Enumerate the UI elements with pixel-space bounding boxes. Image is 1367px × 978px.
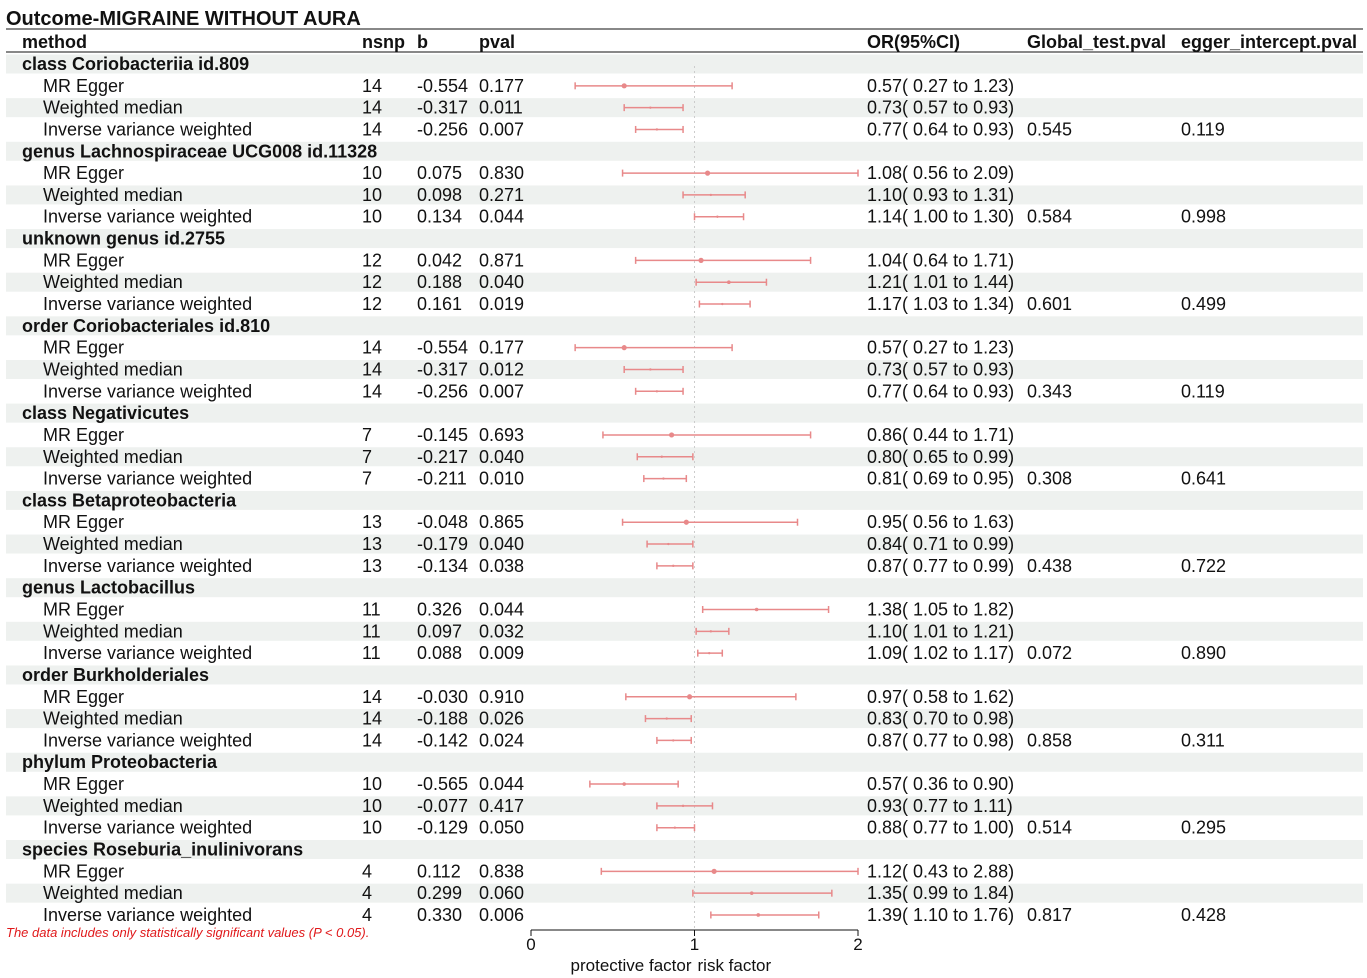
global-test-cell: 0.514 <box>1027 817 1073 838</box>
method-cell: Weighted median <box>43 534 183 555</box>
method-cell: MR Egger <box>43 599 125 620</box>
or-ci-cell: 1.12( 0.43 to 2.88) <box>867 861 1015 882</box>
global-test-cell: 0.072 <box>1027 643 1073 664</box>
group-label: genus Lachnospiraceae UCG008 id.11328 <box>22 141 378 162</box>
row-band <box>6 665 1363 684</box>
or-ci-cell: 1.04( 0.64 to 1.71) <box>867 250 1015 271</box>
method-cell: Weighted median <box>43 795 183 816</box>
nsnp-cell: 14 <box>362 359 383 380</box>
or-ci-cell: 0.87( 0.77 to 0.98) <box>867 730 1015 751</box>
nsnp-cell: 14 <box>362 381 383 402</box>
row-band <box>6 578 1363 597</box>
nsnp-cell: 7 <box>362 468 373 489</box>
or-point <box>755 608 759 612</box>
group-label: species Roseburia_inulinivorans <box>22 839 304 860</box>
egger-intercept-cell: 0.119 <box>1181 119 1225 140</box>
method-cell: Weighted median <box>43 359 183 380</box>
group-label: unknown genus id.2755 <box>22 228 226 249</box>
nsnp-cell: 11 <box>362 643 381 664</box>
nsnp-cell: 4 <box>362 883 373 904</box>
b-cell: -0.179 <box>417 534 469 555</box>
method-cell: MR Egger <box>43 424 125 445</box>
method-cell: MR Egger <box>43 512 125 533</box>
or-ci-cell: 0.81( 0.69 to 0.95) <box>867 468 1015 489</box>
or-point <box>716 216 718 218</box>
x-tick-label: 1 <box>689 935 700 954</box>
b-cell: 0.188 <box>417 272 463 293</box>
b-cell: 0.112 <box>417 861 461 882</box>
column-header-3: pval <box>479 32 516 52</box>
nsnp-cell: 14 <box>362 708 383 729</box>
or-point <box>666 717 668 719</box>
or-ci-cell: 0.57( 0.27 to 1.23) <box>867 75 1015 96</box>
or-point <box>672 739 674 741</box>
or-ci-cell: 0.57( 0.27 to 1.23) <box>867 337 1015 358</box>
or-point <box>684 520 689 525</box>
or-point <box>656 390 658 392</box>
pval-cell: 0.044 <box>479 599 525 620</box>
or-ci-cell: 0.95( 0.56 to 1.63) <box>867 512 1015 533</box>
egger-intercept-cell: 0.722 <box>1181 555 1227 576</box>
method-cell: Inverse variance weighted <box>43 468 253 489</box>
column-header-2: b <box>417 32 428 52</box>
method-cell: Inverse variance weighted <box>43 730 253 751</box>
table-frame <box>6 8 1363 52</box>
b-cell: -0.030 <box>417 686 469 707</box>
x-axis <box>526 930 862 975</box>
method-cell: Inverse variance weighted <box>43 294 253 315</box>
pval-cell: 0.830 <box>479 163 525 184</box>
nsnp-cell: 4 <box>362 904 373 925</box>
method-cell: Inverse variance weighted <box>43 119 253 140</box>
method-cell: MR Egger <box>43 75 125 96</box>
group-label: genus Lactobacillus <box>22 577 196 598</box>
or-ci-cell: 0.87( 0.77 to 0.99) <box>867 555 1015 576</box>
or-point <box>622 345 627 350</box>
nsnp-cell: 10 <box>362 774 383 795</box>
or-point <box>710 194 712 196</box>
b-cell: 0.326 <box>417 599 463 620</box>
group-label: class Coriobacteriia id.809 <box>22 54 250 74</box>
nsnp-cell: 12 <box>362 250 383 271</box>
nsnp-cell: 10 <box>362 184 383 205</box>
nsnp-cell: 11 <box>362 599 381 620</box>
method-cell: Weighted median <box>43 446 183 467</box>
pval-cell: 0.040 <box>479 272 525 293</box>
group-label: class Negativicutes <box>22 403 190 424</box>
global-test-cell: 0.343 <box>1027 381 1073 402</box>
nsnp-cell: 12 <box>362 272 383 293</box>
pval-cell: 0.007 <box>479 119 525 140</box>
b-cell: 0.330 <box>417 904 463 925</box>
or-point <box>721 303 723 305</box>
b-cell: -0.077 <box>417 795 469 816</box>
or-ci-cell: 0.77( 0.64 to 0.93) <box>867 381 1015 402</box>
method-cell: MR Egger <box>43 163 125 184</box>
pval-cell: 0.012 <box>479 359 525 380</box>
nsnp-cell: 12 <box>362 294 383 315</box>
b-cell: -0.145 <box>417 424 469 445</box>
pval-cell: 0.910 <box>479 686 525 707</box>
b-cell: -0.317 <box>417 97 469 118</box>
method-cell: Inverse variance weighted <box>43 555 253 576</box>
nsnp-cell: 10 <box>362 795 383 816</box>
pval-cell: 0.871 <box>479 250 525 271</box>
or-point <box>750 891 754 895</box>
column-header-4: OR(95%CI) <box>867 32 961 52</box>
pval-cell: 0.024 <box>479 730 525 751</box>
or-ci-cell: 0.83( 0.70 to 0.98) <box>867 708 1015 729</box>
egger-intercept-cell: 0.998 <box>1181 206 1227 227</box>
or-ci-cell: 1.10( 1.01 to 1.21) <box>867 621 1015 642</box>
global-test-cell: 0.817 <box>1027 904 1073 925</box>
or-ci-cell: 0.97( 0.58 to 1.62) <box>867 686 1015 707</box>
or-point <box>687 694 692 699</box>
table-rows <box>22 54 1226 925</box>
egger-intercept-cell: 0.641 <box>1181 468 1227 489</box>
b-cell: -0.188 <box>417 708 469 729</box>
method-cell: Inverse variance weighted <box>43 643 253 664</box>
row-band <box>6 360 1363 379</box>
or-point <box>656 128 658 130</box>
or-ci-cell: 1.10( 0.93 to 1.31) <box>867 184 1015 205</box>
method-cell: Weighted median <box>43 883 183 904</box>
or-point <box>649 368 651 370</box>
or-ci-cell: 0.80( 0.65 to 0.99) <box>867 446 1015 467</box>
pval-cell: 0.060 <box>479 883 525 904</box>
x-tick-label: 0 <box>526 935 536 954</box>
or-point <box>672 565 674 567</box>
b-cell: -0.554 <box>417 337 469 358</box>
nsnp-cell: 13 <box>362 512 383 533</box>
or-ci-cell: 1.17( 1.03 to 1.34) <box>867 294 1015 315</box>
b-cell: -0.554 <box>417 75 469 96</box>
or-ci-cell: 0.73( 0.57 to 0.93) <box>867 359 1015 380</box>
pval-cell: 0.009 <box>479 643 525 664</box>
pval-cell: 0.838 <box>479 861 525 882</box>
global-test-cell: 0.584 <box>1027 206 1073 227</box>
egger-intercept-cell: 0.295 <box>1181 817 1227 838</box>
pval-cell: 0.044 <box>479 206 525 227</box>
method-cell: Weighted median <box>43 184 183 205</box>
nsnp-cell: 14 <box>362 730 383 751</box>
b-cell: 0.134 <box>417 206 463 227</box>
pval-cell: 0.006 <box>479 904 525 925</box>
row-band <box>6 404 1363 423</box>
global-test-cell: 0.545 <box>1027 119 1073 140</box>
or-point <box>674 827 676 829</box>
or-ci-cell: 0.57( 0.36 to 0.90) <box>867 774 1015 795</box>
method-cell: MR Egger <box>43 861 125 882</box>
egger-intercept-cell: 0.890 <box>1181 643 1227 664</box>
egger-intercept-cell: 0.311 <box>1181 730 1225 751</box>
b-cell: -0.211 <box>417 468 467 489</box>
or-point <box>698 258 703 263</box>
b-cell: -0.129 <box>417 817 469 838</box>
column-header-6: egger_intercept.pval <box>1181 32 1358 52</box>
or-ci-cell: 1.09( 1.02 to 1.17) <box>867 643 1015 664</box>
b-cell: 0.299 <box>417 883 463 904</box>
or-point <box>710 630 712 632</box>
column-header <box>22 32 1357 52</box>
pval-cell: 0.007 <box>479 381 525 402</box>
pval-cell: 0.865 <box>479 512 525 533</box>
group-label: order Burkholderiales <box>22 664 210 685</box>
nsnp-cell: 10 <box>362 817 383 838</box>
method-cell: MR Egger <box>43 337 125 358</box>
or-point <box>712 869 717 874</box>
pval-cell: 0.040 <box>479 446 525 467</box>
nsnp-cell: 4 <box>362 861 373 882</box>
b-cell: -0.256 <box>417 119 469 140</box>
pval-cell: 0.032 <box>479 621 525 642</box>
or-ci-cell: 1.21( 1.01 to 1.44) <box>867 272 1015 293</box>
nsnp-cell: 14 <box>362 75 383 96</box>
method-cell: MR Egger <box>43 686 125 707</box>
or-ci-cell: 1.08( 0.56 to 2.09) <box>867 163 1015 184</box>
nsnp-cell: 11 <box>362 621 381 642</box>
b-cell: -0.142 <box>417 730 469 751</box>
pval-cell: 0.026 <box>479 708 525 729</box>
method-cell: Weighted median <box>43 97 183 118</box>
or-point <box>682 805 684 807</box>
or-point <box>727 280 731 284</box>
or-point <box>661 456 663 458</box>
b-cell: 0.161 <box>417 294 463 315</box>
or-point <box>622 782 626 786</box>
egger-intercept-cell: 0.499 <box>1181 294 1227 315</box>
x-axis-label-protective: protective factor <box>570 956 692 975</box>
method-cell: Inverse variance weighted <box>43 381 253 402</box>
nsnp-cell: 14 <box>362 337 383 358</box>
method-cell: Weighted median <box>43 272 183 293</box>
b-cell: 0.075 <box>417 163 463 184</box>
or-ci-cell: 0.84( 0.71 to 0.99) <box>867 534 1015 555</box>
or-ci-cell: 1.14( 1.00 to 1.30) <box>867 206 1015 227</box>
column-header-1: nsnp <box>362 32 405 52</box>
nsnp-cell: 14 <box>362 97 383 118</box>
group-label: order Coriobacteriales id.810 <box>22 315 271 336</box>
nsnp-cell: 7 <box>362 446 373 467</box>
or-ci-cell: 0.93( 0.77 to 1.11) <box>867 795 1013 816</box>
pval-cell: 0.177 <box>479 75 525 96</box>
or-point <box>662 477 664 479</box>
global-test-cell: 0.858 <box>1027 730 1073 751</box>
nsnp-cell: 14 <box>362 119 383 140</box>
group-label: class Betaproteobacteria <box>22 490 237 511</box>
pval-cell: 0.693 <box>479 424 525 445</box>
or-point <box>622 83 627 88</box>
row-band <box>6 273 1363 292</box>
pval-cell: 0.019 <box>479 294 525 315</box>
x-axis-label-risk: risk factor <box>697 956 772 975</box>
b-cell: 0.042 <box>417 250 463 271</box>
chart-title: Outcome-MIGRAINE WITHOUT AURA <box>6 8 361 30</box>
row-band <box>6 98 1363 117</box>
global-test-cell: 0.438 <box>1027 555 1073 576</box>
method-cell: Inverse variance weighted <box>43 817 253 838</box>
pval-cell: 0.011 <box>479 97 523 118</box>
or-point <box>705 171 710 176</box>
egger-intercept-cell: 0.428 <box>1181 904 1227 925</box>
b-cell: -0.217 <box>417 446 469 467</box>
pval-cell: 0.417 <box>479 795 525 816</box>
row-band <box>6 884 1363 903</box>
b-cell: -0.317 <box>417 359 469 380</box>
or-ci-cell: 0.86( 0.44 to 1.71) <box>867 424 1015 445</box>
b-cell: 0.097 <box>417 621 463 642</box>
or-ci-cell: 0.73( 0.57 to 0.93) <box>867 97 1015 118</box>
pval-cell: 0.271 <box>479 184 525 205</box>
pval-cell: 0.040 <box>479 534 525 555</box>
row-band <box>6 622 1363 641</box>
method-cell: Inverse variance weighted <box>43 904 253 925</box>
pval-cell: 0.038 <box>479 555 525 576</box>
global-test-cell: 0.308 <box>1027 468 1073 489</box>
b-cell: -0.256 <box>417 381 469 402</box>
nsnp-cell: 13 <box>362 534 383 555</box>
column-header-5: Global_test.pval <box>1027 32 1167 52</box>
b-cell: -0.134 <box>417 555 469 576</box>
method-cell: Weighted median <box>43 708 183 729</box>
or-point <box>756 913 760 917</box>
or-ci-cell: 0.77( 0.64 to 0.93) <box>867 119 1015 140</box>
footnote: The data includes only statistically significant values (P < 0.05). <box>6 925 370 940</box>
b-cell: -0.565 <box>417 774 469 795</box>
pval-cell: 0.050 <box>479 817 525 838</box>
egger-intercept-cell: 0.119 <box>1181 381 1225 402</box>
method-cell: MR Egger <box>43 774 125 795</box>
method-cell: Inverse variance weighted <box>43 206 253 227</box>
b-cell: -0.048 <box>417 512 469 533</box>
or-point <box>669 432 674 437</box>
or-point <box>649 106 651 108</box>
nsnp-cell: 14 <box>362 686 383 707</box>
nsnp-cell: 10 <box>362 163 383 184</box>
b-cell: 0.088 <box>417 643 463 664</box>
pval-cell: 0.010 <box>479 468 525 489</box>
pval-cell: 0.177 <box>479 337 525 358</box>
or-point <box>667 543 669 545</box>
nsnp-cell: 13 <box>362 555 383 576</box>
method-cell: Weighted median <box>43 621 183 642</box>
or-ci-cell: 0.88( 0.77 to 1.00) <box>867 817 1015 838</box>
nsnp-cell: 10 <box>362 206 383 227</box>
b-cell: 0.098 <box>417 184 463 205</box>
group-label: phylum Proteobacteria <box>22 752 218 773</box>
or-ci-cell: 1.38( 1.05 to 1.82) <box>867 599 1015 620</box>
x-tick-label: 2 <box>853 935 863 954</box>
or-point <box>708 652 710 654</box>
or-ci-cell: 1.35( 0.99 to 1.84) <box>867 883 1015 904</box>
pval-cell: 0.044 <box>479 774 525 795</box>
global-test-cell: 0.601 <box>1027 294 1073 315</box>
nsnp-cell: 7 <box>362 424 373 445</box>
method-cell: MR Egger <box>43 250 125 271</box>
or-ci-cell: 1.39( 1.10 to 1.76) <box>867 904 1015 925</box>
column-header-0: method <box>22 32 87 52</box>
